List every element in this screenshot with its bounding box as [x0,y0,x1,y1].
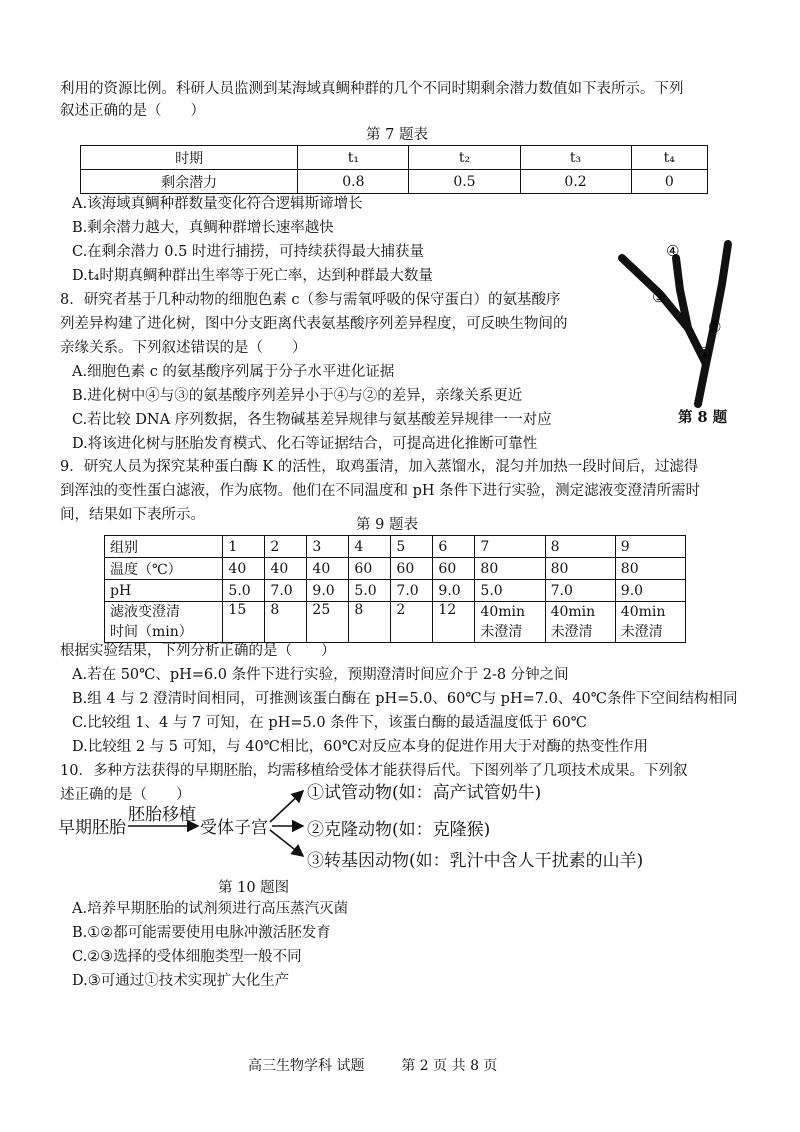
table-cell: 8 [349,602,391,643]
q10-line-1: 10．多种方法获得的早期胚胎，均需移植给受体才能获得后代。下图列举了几项技术成果。下列叙 [60,763,688,779]
table-cell: 5.0 [475,580,545,602]
q8-option-b: B.进化树中④与③的氨基酸序列差异小于④与②的差异，亲缘关系更近 [72,388,523,404]
table-cell: pH [105,580,223,602]
footer-page-number: 第 2 页 共 8 页 [401,1058,498,1074]
table-cell: 60 [433,558,475,580]
flow-arrow-1 [270,791,303,822]
footer-subject: 高三生物学科 试题 [248,1058,365,1074]
table-cell: 0.8 [298,170,409,194]
q9-option-b: B.组 4 与 2 澄清时间相同，可推测该蛋白酶在 pH=5.0、60℃与 pH=7.0、40℃条件下空间结构相同 [72,691,738,707]
table-cell: 25 [307,602,349,643]
q8-figure-caption: 第 8 题 [678,409,728,426]
q8-option-d: D.将该进化树与胚胎发育模式、化石等证据结合，可提高进化推断可靠性 [72,436,538,452]
table-cell: 80 [475,558,545,580]
q8-line-3: 亲缘关系。下列叙述错误的是（ ） [60,340,307,356]
q7-option-a: A.该海域真鲷种群数量变化符合逻辑斯谛增长 [72,196,363,212]
q9-option-a: A.若在 50℃、pH=6.0 条件下进行实验，预期澄清时间应介于 2-8 分钟之间 [72,667,569,683]
cell-line-1: 40min [620,604,666,620]
cell-line-1: 40min [480,604,525,620]
table-cell: 0.5 [409,170,520,194]
table-cell: 80 [615,558,685,580]
q8-option-a: A.细胞色素 c 的氨基酸序列属于分子水平进化证据 [72,364,395,380]
page-footer [248,1055,497,1075]
q8-line-1: 8．研究者基于几种动物的细胞色素 c（参与需氧呼吸的保守蛋白）的氨基酸序 [60,292,561,308]
table-cell: t₁ [298,146,409,170]
table-cell: 组别 [105,536,223,558]
tree-label-1: ① [698,344,712,362]
flow-outcome-1: ①试管动物(如：高产试管奶牛) [307,783,542,803]
table-cell: 温度（℃） [105,558,223,580]
table-cell: 0.2 [520,170,631,194]
table-cell: 9.0 [307,580,349,602]
q7-intro-line-2: 叙述正确的是（ ） [60,103,205,119]
flow-arrow-3 [270,830,303,856]
q9-after-text: 根据实验结果，下列分析正确的是（ ） [60,643,336,659]
table-cell: 时期 [81,146,298,170]
table-cell: 40 [223,558,265,580]
table-cell: 5.0 [223,580,265,602]
table-cell: 12 [433,602,475,643]
table-cell: 60 [349,558,391,580]
q10-option-c: C.②③选择的受体细胞类型一般不同 [72,949,302,965]
table-cell: 5 [391,536,433,558]
table-cell: t₃ [520,146,631,170]
flow-middle-node: 受体子宫 [200,818,268,838]
table-cell: 剩余潜力 [81,170,298,194]
table-cell: 9 [615,536,685,558]
flow-outcome-2: ②克隆动物(如：克隆猴) [307,820,491,840]
table-cell: 15 [223,602,265,643]
table-cell: 2 [265,536,307,558]
table-cell: 7.0 [391,580,433,602]
table-cell: 60 [391,558,433,580]
table-cell: 7.0 [545,580,615,602]
table-cell: 6 [433,536,475,558]
q9-option-d: D.比较组 2 与 5 可知，与 40℃相比，60℃对反应本身的促进作用大于对酶的热变性作用 [72,739,649,755]
q9-line-1: 9．研究人员为探究某种蛋白酶 K 的活性，取鸡蛋清，加入蒸馏水，混匀并加热一段时间后，过滤得 [60,459,699,475]
q7-option-b: B.剩余潜力越大，真鲷种群增长速率越快 [72,220,334,236]
q9-option-c: C.比较组 1、4 与 7 可知，在 pH=5.0 条件下，该蛋白酶的最适温度低于 60℃ [72,715,587,731]
cell-line-2: 未澄清 [550,624,593,640]
q9-line-2: 到浑浊的变性蛋白滤液，作为底物。他们在不同温度和 pH 条件下进行实验，测定滤液变澄清所需时 [60,483,701,499]
cell-line-1: 40min [550,604,596,620]
flow-outcome-3: ③转基因动物(如：乳汁中含人干扰素的山羊) [307,851,644,871]
flow-arrow-label: 胚胎移植 [128,805,196,825]
cell-line-2: 未澄清 [480,624,523,640]
flow-start-node: 早期胚胎 [58,818,126,838]
q10-option-b: B.①②都可能需要使用电脉冲激活胚发育 [72,925,331,941]
table-cell: 5.0 [349,580,391,602]
table-cell: 0 [631,170,707,194]
table-cell: t₄ [631,146,707,170]
table-cell: 80 [545,558,615,580]
q10-option-a: A.培养早期胚胎的试剂须进行高压蒸汽灭菌 [72,901,349,917]
tree-label-3: ③ [652,288,666,306]
q7-table-title: 第 7 题表 [366,127,428,143]
q7-option-c: C.在剩余潜力 0.5 时进行捕捞，可持续获得最大捕获量 [72,244,424,260]
q9-line-3: 间，结果如下表所示。 [60,507,205,523]
table-cell: 9.0 [433,580,475,602]
row-label-line-2: 时间（min） [110,624,193,640]
table-cell: 4 [349,536,391,558]
table-cell: t₂ [409,146,520,170]
table-cell: 8 [545,536,615,558]
table-cell: 40 [265,558,307,580]
q7-intro-line-1: 利用的资源比例。科研人员监测到某海域真鲷种群的几个不同时期剩余潜力数值如下表所示。下列 [60,81,684,97]
table-cell: 8 [265,602,307,643]
table-cell: 7 [475,536,545,558]
table-cell: 2 [391,602,433,643]
tree-label-4: ④ [666,242,680,260]
tree-label-2: ② [708,318,722,336]
q10-option-d: D.③可通过①技术实现扩大化生产 [72,973,290,989]
q10-figure-caption: 第 10 题图 [218,880,290,896]
row-label-line-1: 滤液变澄清 [110,604,180,620]
table-cell: 40 [307,558,349,580]
cell-line-2: 未澄清 [620,624,663,640]
table-cell: 1 [223,536,265,558]
table-cell: 7.0 [265,580,307,602]
table-cell: 3 [307,536,349,558]
q10-line-2: 述正确的是（ ） [60,787,191,803]
q9-table-title: 第 9 题表 [356,517,418,533]
q7-option-d: D.t₄时期真鲷种群出生率等于死亡率，达到种群最大数量 [72,268,433,284]
q8-line-2: 列差异构建了进化树，图中分支距离代表氨基酸序列差异程度，可反映生物间的 [60,316,568,332]
q8-option-c: C.若比较 DNA 序列数据，各生物碱基差异规律与氨基酸差异规律一一对应 [72,412,552,428]
table-cell: 9.0 [615,580,685,602]
